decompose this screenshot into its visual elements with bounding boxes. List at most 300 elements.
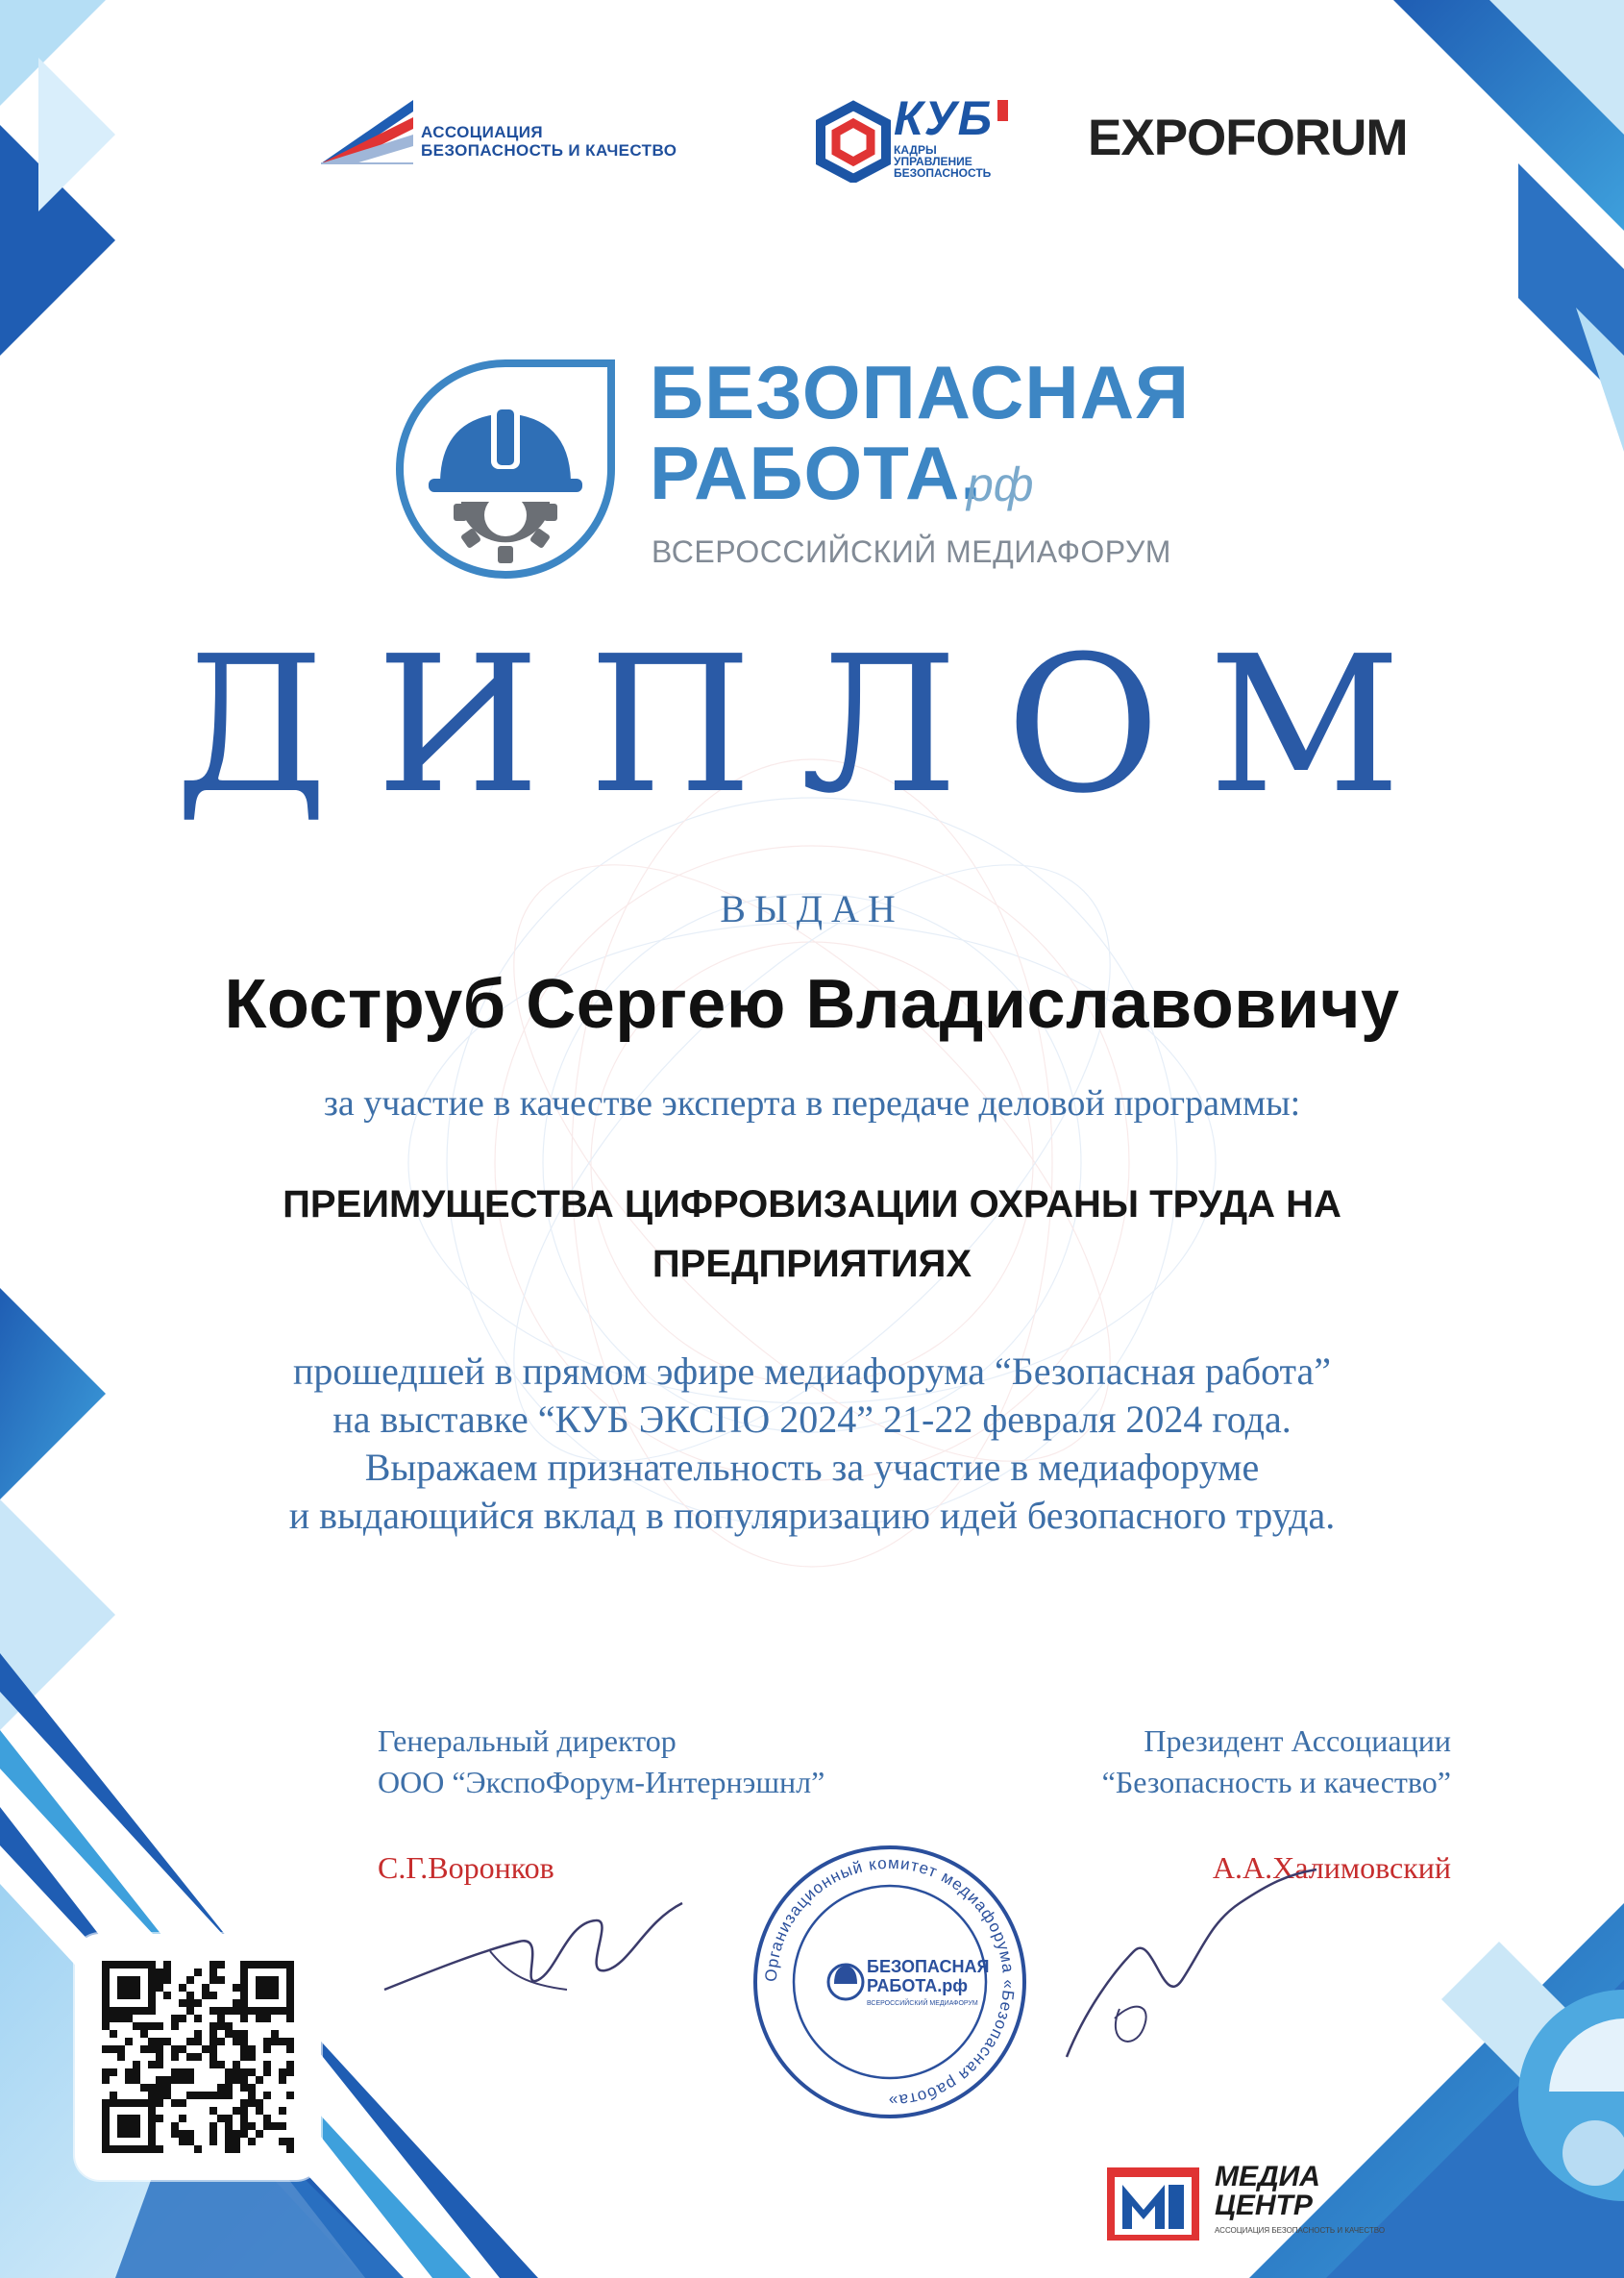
qr-module <box>217 2007 225 2015</box>
stamp-logo-subtitle: ВСЕРОССИЙСКИЙ МЕДИАФОРУМ <box>867 2000 978 2007</box>
qr-module <box>194 1999 202 2007</box>
qr-module <box>286 2061 294 2068</box>
qr-module <box>148 2092 156 2099</box>
qr-module <box>271 2038 279 2045</box>
qr-module <box>156 1976 163 1984</box>
qr-module <box>240 2015 248 2022</box>
qr-module <box>233 2145 240 2153</box>
qr-module <box>163 1961 171 1968</box>
qr-module <box>102 2107 110 2115</box>
qr-module <box>133 2076 140 2084</box>
qr-module <box>125 2115 133 2122</box>
qr-module <box>179 1999 186 2007</box>
qr-module <box>217 2084 225 2092</box>
qr-module <box>263 2007 271 2015</box>
qr-module <box>194 2030 202 2038</box>
qr-module <box>209 2007 217 2015</box>
qr-module <box>117 1992 125 1999</box>
qr-module <box>125 2068 133 2076</box>
qr-module <box>263 2045 271 2053</box>
qr-module <box>225 2022 233 2030</box>
qr-module <box>125 1992 133 1999</box>
qr-module <box>286 2092 294 2099</box>
qr-module <box>209 2022 217 2030</box>
kub-logo-lines <box>894 144 991 179</box>
qr-module <box>202 2092 209 2099</box>
qr-module <box>171 2022 179 2030</box>
qr-module <box>209 1961 217 1968</box>
qr-module <box>102 2022 110 2030</box>
qr-module <box>209 2030 217 2038</box>
qr-module <box>263 1984 271 1992</box>
qr-module <box>133 2068 140 2076</box>
qr-module <box>271 1976 279 1984</box>
qr-module <box>263 2068 271 2076</box>
qr-module <box>133 2115 140 2122</box>
qr-module <box>240 2076 248 2084</box>
qr-module <box>179 2068 186 2076</box>
qr-module <box>194 2145 202 2153</box>
qr-module <box>140 2022 148 2030</box>
qr-module <box>248 2092 256 2099</box>
qr-module <box>148 1984 156 1992</box>
qr-module <box>125 2130 133 2138</box>
qr-module <box>240 2084 248 2092</box>
qr-module <box>156 2022 163 2030</box>
qr-module <box>102 2145 110 2153</box>
qr-module <box>233 2107 240 2115</box>
qr-module <box>102 2130 110 2138</box>
qr-module <box>186 2076 194 2084</box>
qr-module <box>148 2122 156 2130</box>
qr-module <box>240 1992 248 1999</box>
qr-module <box>156 1984 163 1992</box>
qr-module <box>179 2130 186 2138</box>
qr-module <box>117 2045 125 2053</box>
qr-module <box>286 2038 294 2045</box>
qr-module <box>233 2068 240 2076</box>
qr-module <box>225 2115 233 2122</box>
qr-module <box>117 2015 125 2022</box>
qr-module <box>148 2115 156 2122</box>
top-left-corner-decoration <box>0 0 115 356</box>
qr-module <box>156 2115 163 2122</box>
top-right-corner-decoration <box>1393 0 1624 452</box>
qr-module <box>256 2107 263 2115</box>
qr-module <box>110 2145 117 2153</box>
qr-module <box>117 1976 125 1984</box>
qr-module <box>133 2022 140 2030</box>
qr-module <box>125 1976 133 1984</box>
main-logo-title <box>650 352 1190 513</box>
qr-module <box>233 1999 240 2007</box>
association-line-1: АССОЦИАЦИЯ <box>421 123 543 141</box>
qr-module <box>286 1961 294 1968</box>
qr-module <box>102 2138 110 2145</box>
qr-module <box>286 2145 294 2153</box>
qr-module <box>271 1984 279 1992</box>
left-signatory-name: С.Г.Воронков <box>378 1850 554 1885</box>
qr-module <box>240 2007 248 2015</box>
qr-module <box>233 2076 240 2084</box>
qr-module <box>209 2138 217 2145</box>
diploma-heading: ДИПЛОМ <box>174 616 1450 835</box>
qr-module <box>102 2007 110 2015</box>
qr-module <box>279 2107 286 2115</box>
qr-module <box>225 2030 233 2038</box>
qr-module <box>156 2038 163 2045</box>
qr-module <box>186 2038 194 2045</box>
qr-module <box>102 2076 110 2084</box>
qr-module <box>279 2038 286 2045</box>
qr-module <box>263 2092 271 2099</box>
qr-module <box>110 2015 117 2022</box>
qr-module <box>102 2122 110 2130</box>
qr-module <box>209 2122 217 2130</box>
qr-module <box>233 1984 240 1992</box>
qr-module <box>209 2130 217 2138</box>
diploma-body-text <box>0 1348 1624 1540</box>
qr-module <box>202 1984 209 1992</box>
qr-module <box>171 2076 179 2084</box>
qr-module <box>125 1984 133 1992</box>
qr-module <box>102 1961 110 1968</box>
qr-module <box>240 1976 248 1984</box>
qr-module <box>133 2145 140 2153</box>
qr-module <box>256 1992 263 1999</box>
qr-module <box>133 2061 140 2068</box>
qr-module <box>163 1976 171 1984</box>
qr-module <box>102 2045 110 2053</box>
qr-module <box>209 1976 217 1984</box>
qr-module <box>217 2015 225 2022</box>
qr-module <box>225 2068 233 2076</box>
qr-module <box>233 2130 240 2138</box>
qr-module <box>148 2022 156 2030</box>
qr-module <box>133 1992 140 1999</box>
qr-module <box>286 2045 294 2053</box>
qr-module <box>186 1999 194 2007</box>
qr-module <box>240 1961 248 1968</box>
qr-module <box>102 2068 110 2076</box>
qr-module <box>217 2022 225 2030</box>
qr-module <box>186 2138 194 2145</box>
right-signatory-block <box>1038 1721 1451 1889</box>
qr-module <box>263 1961 271 1968</box>
qr-code-pattern <box>75 1934 321 2180</box>
qr-module <box>186 2053 194 2061</box>
qr-module <box>148 2099 156 2107</box>
qr-module <box>102 1976 110 1984</box>
qr-module <box>271 2122 279 2130</box>
qr-module <box>110 2068 117 2076</box>
qr-module <box>240 2053 248 2061</box>
main-logo-rf: рф <box>967 458 1034 511</box>
association-line-2: БЕЗОПАСНОСТЬ И КАЧЕСТВО <box>421 141 677 160</box>
stamp-logo-line-1: БЕЗОПАСНАЯ <box>867 1957 990 1976</box>
stamp-logo-line-2: РАБОТА.рф <box>867 1976 968 1995</box>
qr-module <box>171 2053 179 2061</box>
qr-module <box>163 2038 171 2045</box>
body-line-3: Выражаем признательность за участие в медиафоруме <box>364 1446 1260 1489</box>
qr-module <box>125 2145 133 2153</box>
qr-module <box>125 2076 133 2084</box>
qr-module <box>225 2084 233 2092</box>
qr-module <box>125 1961 133 1968</box>
qr-module <box>286 2068 294 2076</box>
qr-module <box>140 2145 148 2153</box>
qr-module <box>140 1961 148 1968</box>
qr-module <box>156 2061 163 2068</box>
qr-module <box>263 2061 271 2068</box>
qr-module <box>209 2045 217 2053</box>
qr-module <box>179 1984 186 1992</box>
issued-label: ВЫДАН <box>720 887 904 930</box>
qr-module <box>217 2038 225 2045</box>
qr-module <box>148 2138 156 2145</box>
qr-module <box>171 2015 179 2022</box>
right-signatory-name: А.А.Халимовский <box>1212 1850 1451 1885</box>
qr-module <box>148 1961 156 1968</box>
qr-module <box>240 2122 248 2130</box>
qr-module <box>186 2130 194 2138</box>
qr-module <box>263 2038 271 2045</box>
right-signatory-title-2: “Безопасность и качество” <box>1101 1765 1451 1799</box>
qr-module <box>156 2045 163 2053</box>
qr-module <box>163 2076 171 2084</box>
qr-module <box>148 2145 156 2153</box>
qr-module <box>194 2038 202 2045</box>
qr-module <box>240 2068 248 2076</box>
qr-module <box>117 1961 125 1968</box>
qr-code[interactable] <box>75 1934 321 2180</box>
qr-module <box>140 2084 148 2092</box>
main-logo-title-line-2: РАБОТА. <box>650 431 982 515</box>
left-handwritten-signature <box>375 1884 692 2009</box>
qr-module <box>279 2076 286 2084</box>
qr-module <box>233 2038 240 2045</box>
qr-module <box>179 2099 186 2107</box>
qr-module <box>110 2007 117 2015</box>
qr-module <box>156 2084 163 2092</box>
qr-module <box>102 2115 110 2122</box>
qr-module <box>225 2138 233 2145</box>
qr-module <box>171 2068 179 2076</box>
qr-module <box>156 2099 163 2107</box>
qr-module <box>110 2099 117 2107</box>
qr-module <box>186 2007 194 2015</box>
qr-module <box>217 2061 225 2068</box>
qr-module <box>102 2099 110 2107</box>
qr-module <box>117 2007 125 2015</box>
qr-module <box>256 2099 263 2107</box>
qr-module <box>133 1976 140 1984</box>
qr-module <box>156 2076 163 2084</box>
qr-module <box>248 2007 256 2015</box>
kub-line-2: УПРАВЛЕНИЕ <box>894 155 972 168</box>
qr-module <box>148 2038 156 2045</box>
qr-module <box>156 2053 163 2061</box>
qr-module <box>217 1976 225 1984</box>
qr-module <box>163 2092 171 2099</box>
qr-module <box>263 2015 271 2022</box>
program-topic <box>0 1175 1624 1294</box>
qr-module <box>102 1999 110 2007</box>
association-logo-text <box>421 123 677 160</box>
qr-module <box>125 2015 133 2022</box>
qr-module <box>286 2015 294 2022</box>
qr-module <box>209 2061 217 2068</box>
qr-module <box>171 2130 179 2138</box>
qr-module <box>140 2007 148 2015</box>
qr-module <box>209 1992 217 1999</box>
qr-module <box>117 2099 125 2107</box>
qr-module <box>279 2138 286 2145</box>
qr-module <box>202 1992 209 1999</box>
right-handwritten-signature <box>1047 1865 1336 2076</box>
qr-module <box>271 1992 279 1999</box>
qr-module <box>202 2045 209 2053</box>
body-line-2: на выставке “КУБ ЭКСПО 2024” 21-22 февраля 2024 года. <box>332 1398 1292 1441</box>
qr-module <box>186 2068 194 2076</box>
qr-module <box>271 2007 279 2015</box>
qr-module <box>240 2130 248 2138</box>
qr-module <box>225 2145 233 2153</box>
qr-module <box>148 1976 156 1984</box>
qr-module <box>117 1984 125 1992</box>
right-signatory-title-1: Президент Ассоциации <box>1144 1723 1451 1758</box>
qr-module <box>225 2076 233 2084</box>
qr-module <box>140 2045 148 2053</box>
qr-module <box>240 2045 248 2053</box>
qr-module <box>225 2092 233 2099</box>
qr-module <box>271 1961 279 1968</box>
qr-module <box>233 2138 240 2145</box>
qr-module <box>248 2138 256 2145</box>
qr-module <box>179 2076 186 2084</box>
qr-module <box>240 2030 248 2038</box>
qr-module <box>256 2007 263 2015</box>
qr-module <box>248 2099 256 2107</box>
qr-module <box>286 2138 294 2145</box>
qr-module <box>256 1984 263 1992</box>
qr-module <box>148 2084 156 2092</box>
qr-module <box>256 2015 263 2022</box>
kub-logo-word: КУБ <box>894 91 993 145</box>
qr-module <box>209 1968 217 1976</box>
qr-module <box>240 2099 248 2107</box>
qr-module <box>263 1976 271 1984</box>
qr-module <box>286 1976 294 1984</box>
qr-module <box>279 2007 286 2015</box>
qr-module <box>171 2122 179 2130</box>
kub-expo-badge <box>997 100 1008 121</box>
qr-module <box>117 2122 125 2130</box>
media-center-subtitle: АССОЦИАЦИЯ БЕЗОПАСНОСТЬ И КАЧЕСТВО <box>1215 2226 1386 2235</box>
recipient-name: Коструб Сергею Владиславовичу <box>224 966 1400 1043</box>
qr-module <box>225 2130 233 2138</box>
qr-module <box>133 2130 140 2138</box>
qr-module <box>286 1999 294 2007</box>
qr-module <box>148 2061 156 2068</box>
qr-module <box>209 2107 217 2115</box>
qr-module <box>125 2099 133 2107</box>
qr-module <box>240 1968 248 1976</box>
qr-module <box>186 1976 194 1984</box>
media-center-word-1: МЕДИА <box>1215 2161 1320 2192</box>
qr-module <box>110 2030 117 2038</box>
qr-module <box>125 2122 133 2130</box>
qr-module <box>240 2038 248 2045</box>
qr-module <box>133 1961 140 1968</box>
qr-module <box>133 2007 140 2015</box>
qr-module <box>279 1961 286 1968</box>
qr-module <box>117 2130 125 2138</box>
qr-module <box>125 2038 133 2045</box>
qr-module <box>194 2092 202 2099</box>
qr-module <box>140 2030 148 2038</box>
qr-module <box>186 1992 194 1999</box>
qr-module <box>263 1992 271 1999</box>
media-center-word-2: ЦЕНТР <box>1215 2190 1313 2221</box>
qr-module <box>225 2007 233 2015</box>
qr-module <box>148 1968 156 1976</box>
organizing-committee-stamp <box>746 1838 1034 2126</box>
qr-module <box>117 2115 125 2122</box>
qr-module <box>248 2122 256 2130</box>
qr-module <box>163 2084 171 2092</box>
qr-module <box>248 2068 256 2076</box>
qr-module <box>110 2045 117 2053</box>
program-topic-line-2: ПРЕДПРИЯТИЯХ <box>652 1243 972 1285</box>
expoforum-logo: EXPOFORUM <box>1088 110 1408 166</box>
qr-module <box>171 2099 179 2107</box>
qr-module <box>217 2092 225 2099</box>
qr-module <box>102 1984 110 1992</box>
qr-module <box>148 2007 156 2015</box>
qr-module <box>163 1968 171 1976</box>
qr-module <box>271 2030 279 2038</box>
qr-module <box>179 2015 186 2022</box>
qr-module <box>240 2107 248 2115</box>
qr-module <box>256 1976 263 1984</box>
qr-module <box>102 2015 110 2022</box>
qr-module <box>209 2092 217 2099</box>
qr-module <box>156 2145 163 2153</box>
award-reason: за участие в качестве эксперта в передаче деловой программы: <box>323 1083 1301 1124</box>
body-line-4: и выдающийся вклад в популяризацию идей безопасного труда. <box>288 1494 1336 1537</box>
qr-module <box>117 2053 125 2061</box>
qr-module <box>163 1992 171 1999</box>
qr-module <box>256 1961 263 1968</box>
qr-module <box>256 2076 263 2084</box>
qr-module <box>248 2053 256 2061</box>
qr-module <box>263 2115 271 2122</box>
qr-module <box>279 2068 286 2076</box>
stamp-ring-text: Организационный комитет медиафорума «Безопасная работа» <box>761 1853 1019 2111</box>
qr-module <box>171 2045 179 2053</box>
qr-module <box>248 1961 256 1968</box>
hard-hat-gear-icon <box>394 358 617 581</box>
qr-module <box>148 1992 156 1999</box>
qr-module <box>148 1999 156 2007</box>
kub-line-3: БЕЗОПАСНОСТЬ <box>894 166 992 180</box>
qr-module <box>194 2053 202 2061</box>
media-center-wordmark <box>1215 2163 1320 2220</box>
program-topic-line-1: ПРЕИМУЩЕСТВА ЦИФРОВИЗАЦИИ ОХРАНЫ ТРУДА НА <box>283 1183 1341 1226</box>
qr-module <box>133 2099 140 2107</box>
qr-module <box>133 1984 140 1992</box>
